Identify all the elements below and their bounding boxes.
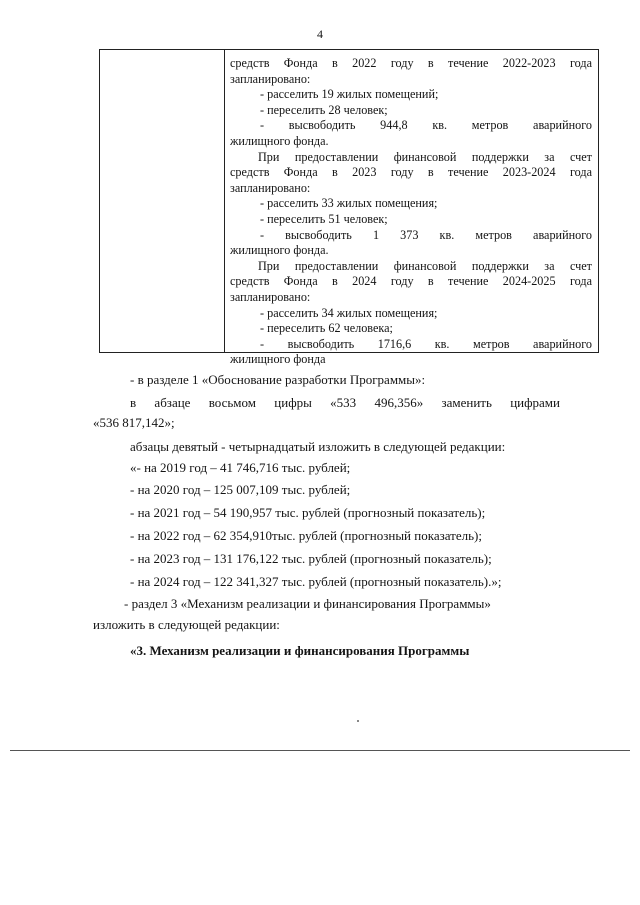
table-line: - расселить 33 жилых помещения; <box>260 196 438 211</box>
funding-line-2023: - на 2023 год – 131 176,122 тыс. рублей (прогнозный показатель); <box>130 551 492 566</box>
table-line: - переселить 62 человека; <box>260 321 393 336</box>
table-line: При предоставлении финансовой поддержки за счет <box>258 258 592 273</box>
program-table <box>99 49 599 367</box>
funding-line-2019: «- на 2019 год – 41 746,716 тыс. рублей; <box>130 460 351 475</box>
table-line: - переселить 51 человек; <box>260 211 388 226</box>
bottom-rule <box>10 750 630 751</box>
table-line: - расселить 34 жилых помещения; <box>260 305 438 320</box>
table-line: запланировано: <box>230 289 311 304</box>
table-line: запланировано: <box>230 180 311 195</box>
funding-line-2020: - на 2020 год – 125 007,109 тыс. рублей; <box>130 482 351 497</box>
paragraph-new-figure: «536 817,142»; <box>93 415 175 430</box>
paragraph-indents: абзацы девятый - четырнадцатый изложить в следующей редакции: <box>130 439 506 454</box>
table-line: жилищного фонда. <box>230 243 329 258</box>
table-line: - переселить 28 человек; <box>260 102 388 117</box>
table-column-divider <box>224 50 225 352</box>
table-line: - расселить 19 жилых помещений; <box>260 87 439 102</box>
paragraph-section1: - в разделе 1 «Обоснование разработки Программы»: <box>130 372 426 387</box>
section3-heading: «3. Механизм реализации и финансирования Программы <box>130 643 470 658</box>
funding-line-2021: - на 2021 год – 54 190,957 тыс. рублей (прогнозный показатель); <box>130 505 486 520</box>
table-line: запланировано: <box>230 71 311 86</box>
table-line: - высвободить 1716,6 кв. метров аварийного <box>260 336 592 351</box>
funding-line-2024: - на 2024 год – 122 341,327 тыс. рублей (прогнозный показатель).»; <box>130 574 502 589</box>
funding-line-2022: - на 2022 год – 62 354,910тыс. рублей (прогнозный показатель); <box>130 528 482 543</box>
table-line: - высвободить 1 373 кв. метров аварийного <box>260 227 592 242</box>
paragraph-section3: - раздел 3 «Механизм реализации и финансирования Программы» <box>124 596 491 611</box>
table-line: - высвободить 944,8 кв. метров аварийного <box>260 118 592 133</box>
table-line: При предоставлении финансовой поддержки за счет <box>258 149 592 164</box>
table-line: средств Фонда в 2024 году в течение 2024-2025 года <box>230 274 592 289</box>
paragraph-new-edition: изложить в следующей редакции: <box>93 617 280 632</box>
table-line: жилищного фонда. <box>230 133 329 148</box>
table-line: средств Фонда в 2022 году в течение 2022-2023 года <box>230 56 592 70</box>
table-cell-text <box>230 56 592 368</box>
scan-speck <box>357 720 359 722</box>
table-line: средств Фонда в 2023 году в течение 2023-2024 года <box>230 165 592 180</box>
paragraph-replace-figures: в абзаце восьмом цифры «533 496,356» заменить цифрами <box>130 395 560 410</box>
table-line: жилищного фонда <box>230 352 326 367</box>
page-number: 4 <box>317 27 323 41</box>
